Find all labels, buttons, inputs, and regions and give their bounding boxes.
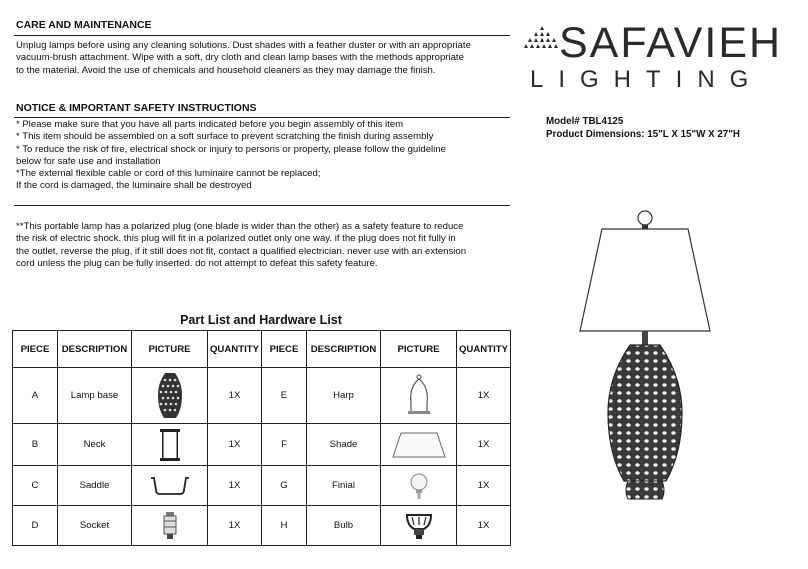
piece-cell: A [13,368,58,424]
description-cell: Shade [307,424,381,466]
table-row [13,424,511,466]
care-line: to the material. Avoid the use of chemicals and household cleaners as they may damage the finish. [16,64,436,76]
table-row [13,466,511,506]
model-label: Model# [546,116,580,127]
description-cell: Harp [307,368,381,424]
piece-cell: D [13,506,58,546]
quantity-cell: 1X [457,506,511,546]
piece-cell: G [262,466,307,506]
neck-icon [158,427,182,463]
picture-cell [132,424,208,466]
description-cell: Lamp base [58,368,132,424]
quantity-cell: 1X [208,368,262,424]
quantity-cell: 1X [208,466,262,506]
piece-cell: H [262,506,307,546]
finial-icon [408,471,430,501]
col-header: PICTURE [132,331,208,368]
polarized-text [16,221,466,270]
safety-line: * To reduce the risk of fire, electrical shock or injury to persons or property, please follow the guideline [16,143,446,155]
care-line: Unplug lamps before using any cleaning solutions. Dust shades with a feather duster or with an appropriate [16,40,471,51]
col-header: DESCRIPTION [307,331,381,368]
brand-name: SAFAVIEH [559,19,783,67]
table-row [13,368,511,424]
polarized-line: cord unless the plug can be fully inserted. do not attempt to defeat this safety feature. [16,257,378,269]
safety-line: * This item should be assembled on a soft surface to prevent scratching the finish during assembly [16,131,434,143]
lamp-illustration [570,205,720,505]
lamp-base-icon [154,371,186,421]
parts-table-header [13,331,511,368]
col-header: PICTURE [381,331,457,368]
safety-title: NOTICE & IMPORTANT SAFETY INSTRUCTIONS [16,102,257,114]
safety-line: * Please make sure that you have all parts indicated before you begin assembly of this item [16,119,404,130]
model-value: TBL4125 [582,116,624,127]
care-divider [14,35,510,36]
socket-icon [161,511,179,541]
safety-text [16,119,446,193]
picture-cell [381,424,457,466]
polarized-line: the risk of electric shock. this plug will fit in a polarized outlet only one way. if the plug does not fit fully in [16,233,456,245]
harp-icon [404,373,434,419]
piece-cell: C [13,466,58,506]
col-header: QUANTITY [457,331,511,368]
picture-cell [381,466,457,506]
polarized-line: **This portable lamp has a polarized plug (one blade is wider than the other) as a safety feature to reduce [16,221,464,232]
bulb-icon [404,511,434,541]
safety-divider [14,117,510,118]
quantity-cell: 1X [457,424,511,466]
parts-table-title: Part List and Hardware List [180,313,342,327]
model-line [546,116,623,127]
dimensions-value: 15"L X 15"W X 27"H [647,129,740,140]
picture-cell [132,368,208,424]
shade-icon [389,429,449,461]
quantity-cell: 1X [208,424,262,466]
safety-bottom-divider [14,205,510,206]
saddle-icon [148,474,192,498]
piece-cell: B [13,424,58,466]
col-header: PIECE [13,331,58,368]
care-line: vacuum-brush attachment. Wipe with a soft, dry cloth and clean lamp bases with the methods appropriate [16,52,464,64]
quantity-cell: 1X [457,368,511,424]
brand-sub: LIGHTING [530,66,764,93]
description-cell: Finial [307,466,381,506]
table-row [13,506,511,546]
brand-logo-icon [524,24,560,52]
dimensions-label: Product Dimensions: [546,129,645,140]
description-cell: Bulb [307,506,381,546]
col-header: QUANTITY [208,331,262,368]
quantity-cell: 1X [208,506,262,546]
picture-cell [132,466,208,506]
dimensions-line [546,129,740,140]
care-title: CARE AND MAINTENANCE [16,19,152,31]
parts-table [12,330,511,546]
col-header: DESCRIPTION [58,331,132,368]
safety-line: below for safe use and installation [16,155,161,167]
quantity-cell: 1X [457,466,511,506]
care-text [16,40,471,77]
polarized-line: the outlet, reverse the plug, if it still does not fit, contact a qualified electrician. never use with an extension [16,245,467,257]
piece-cell: F [262,424,307,466]
col-header: PIECE [262,331,307,368]
description-cell: Socket [58,506,132,546]
safety-line: *The external flexible cable or cord of this luminaire cannot be replaced; [16,168,321,180]
piece-cell: E [262,368,307,424]
description-cell: Neck [58,424,132,466]
safety-line: If the cord is damaged, the luminaire shall be destroyed [16,180,252,192]
picture-cell [381,368,457,424]
picture-cell [132,506,208,546]
picture-cell [381,506,457,546]
description-cell: Saddle [58,466,132,506]
